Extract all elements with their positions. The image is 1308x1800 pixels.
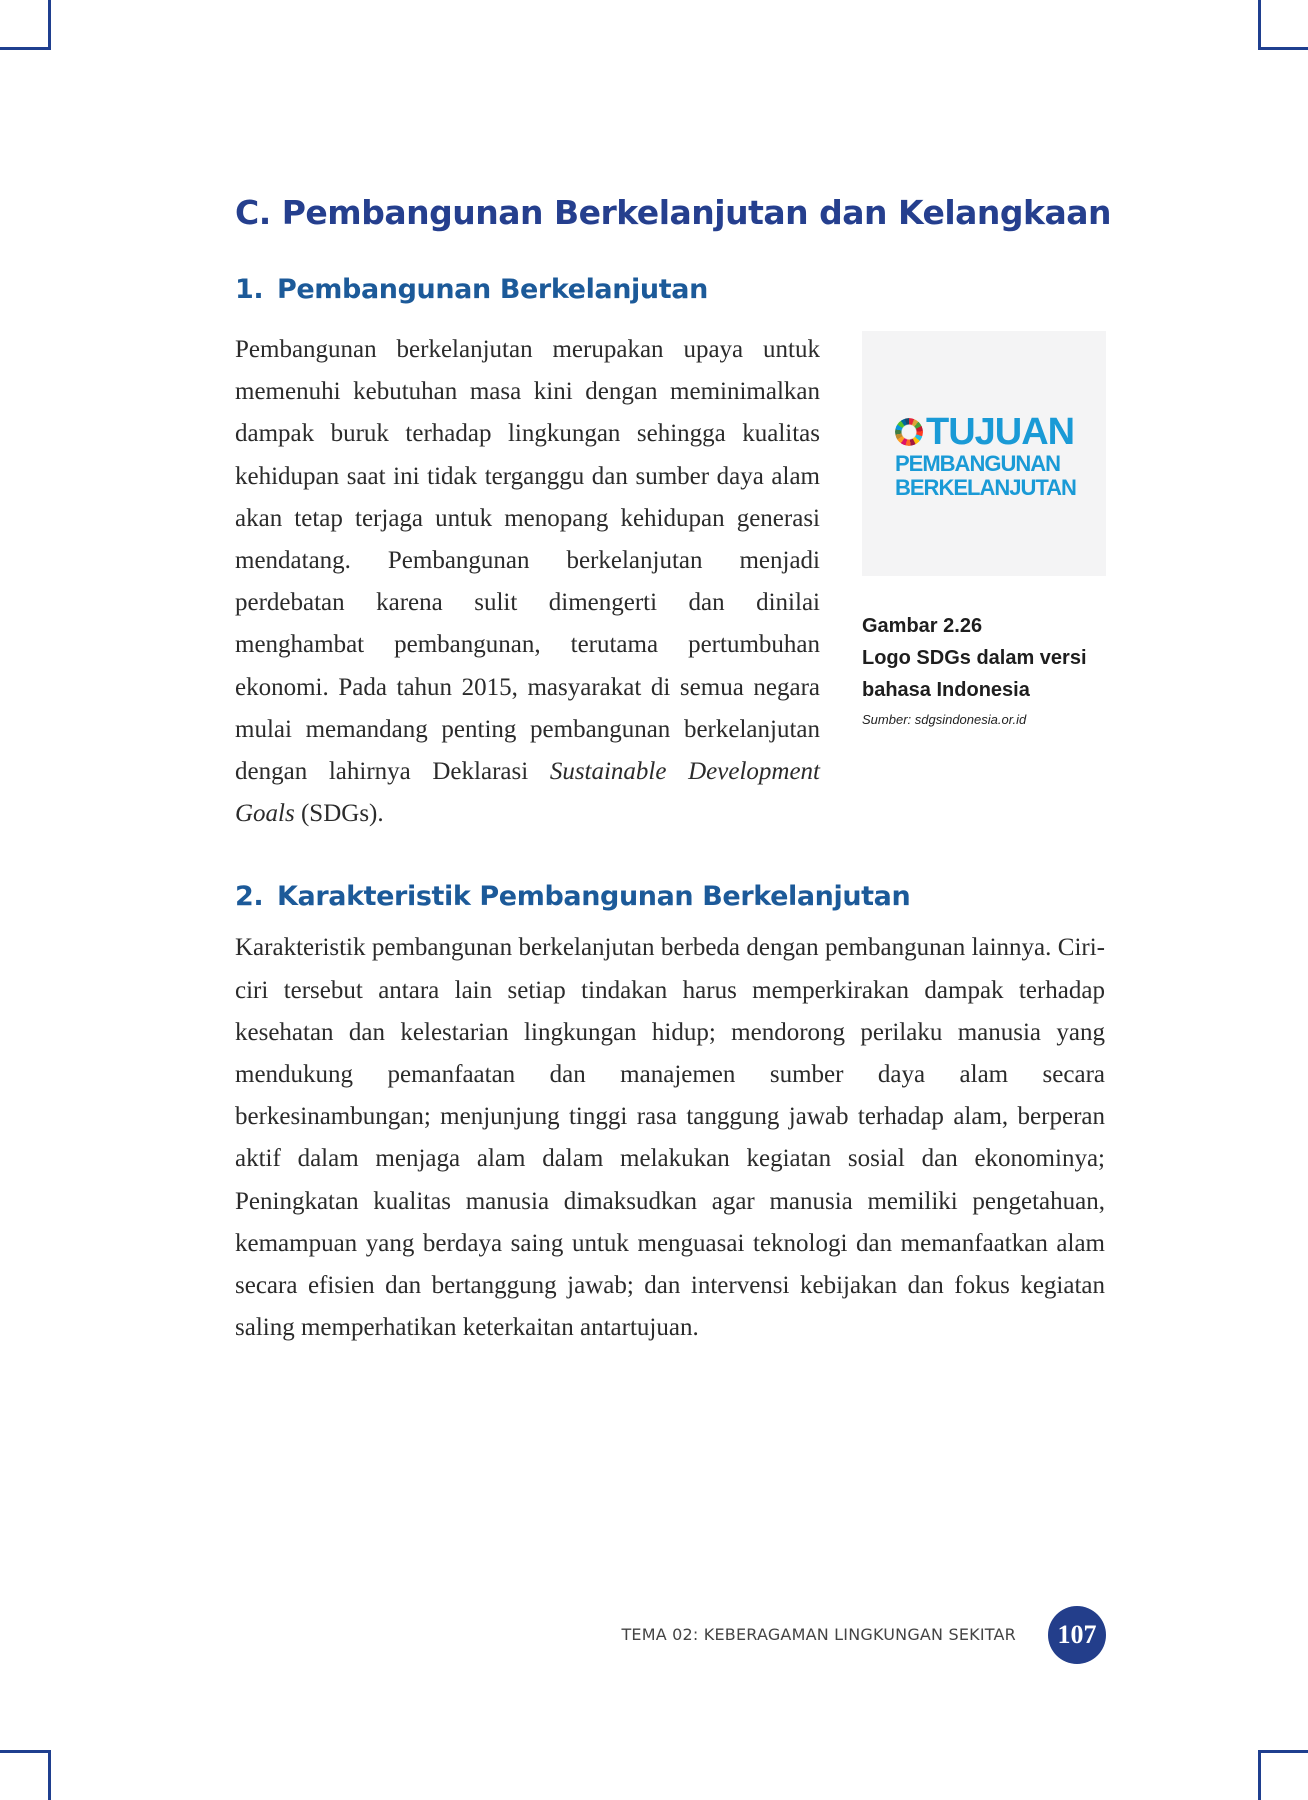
subsection-number: 1. [235,274,264,305]
crop-mark [1261,47,1308,50]
paragraph-text: Pembangunan berkelanjutan merupakan upaya untuk memenuhi kebutuhan masa kini dengan meminimalkan dampak buruk terhadap lingkungan sehingga kualitas kehidupan saat ini tidak terganggu dan sumber daya alam akan tetap terjaga untuk menopang kehidupan generasi mendatang. Pembangunan berkelanjutan menjadi perdebatan karena sulit dimengerti dan dinilai menghambat pembangunan, terutama pertumbuhan ekonomi. Pada tahun 2015, masyarakat di semua negara mulai memandang penting pembangunan berkelanjutan dengan lahirnya Deklarasi [235,336,820,786]
page-number-badge: 107 [1048,1606,1106,1664]
paragraph-sustainable-development [235,329,820,835]
crop-mark [1258,1750,1261,1800]
subsection-title: Karakteristik Pembangunan Berkelanjutan [277,881,911,913]
paragraph-text: (SDGs). [294,800,384,828]
running-title: TEMA 02: KEBERAGAMAN LINGKUNGAN SEKITAR [621,1625,1016,1644]
logo-text: BERKELANJUTAN [895,475,1076,500]
sdgs-logo-figure [862,331,1106,576]
paragraph-italic-term: Sustainable Development Goals [235,758,820,828]
crop-mark [1258,0,1261,50]
figure-caption-block [862,610,1108,730]
crop-mark [0,1750,50,1753]
paragraph-characteristics: Karakteristik pembangunan berkelanjutan berbeda dengan pembangunan lainnya. Ciri-ciri tersebut antara lain setiap tindakan harus memperkirakan dampak terhadap kesehatan dan kelestarian lingkungan hidup; mendorong perilaku manusia yang mendukung pemanfaatan dan manajemen sumber daya alam secara berkesinambungan; menjunjung tinggi rasa tanggung jawab terhadap alam, berperan aktif dalam menjaga alam dalam melakukan kegiatan sosial dan ekonominya; Peningkatan kualitas manusia dimaksudkan agar manusia memiliki pengetahuan, kemampuan yang berdaya saing untuk menguasai teknologi dan memanfaatkan alam secara efisien dan bertanggung jawab; dan intervensi kebijakan dan fokus kegiatan saling memperhatikan keterkaitan antartujuan. [235,934,1105,1342]
sdg-wheel-icon [895,418,923,446]
sdgs-logo [895,413,1076,499]
subsection-heading-2 [235,879,1105,915]
figure-caption: bahasa Indonesia [862,679,1030,701]
figure-label: Gambar 2.26 [862,615,983,637]
logo-text: TUJUAN [926,411,1075,453]
crop-mark [1261,1750,1308,1753]
crop-mark [48,0,51,50]
figure-caption: Logo SDGs dalam versi [862,647,1087,669]
crop-mark [48,1750,51,1800]
subsection-number: 2. [235,881,264,913]
subsection-title: Pembangunan Berkelanjutan [277,274,708,305]
section-heading: C. Pembangunan Berkelanjutan dan Kelangkaan [235,193,1112,232]
subsection-heading-1 [235,272,708,308]
figure-source: Sumber: sdgsindonesia.or.id [862,712,1027,727]
logo-text: PEMBANGUNAN [895,451,1060,476]
crop-mark [0,47,50,50]
